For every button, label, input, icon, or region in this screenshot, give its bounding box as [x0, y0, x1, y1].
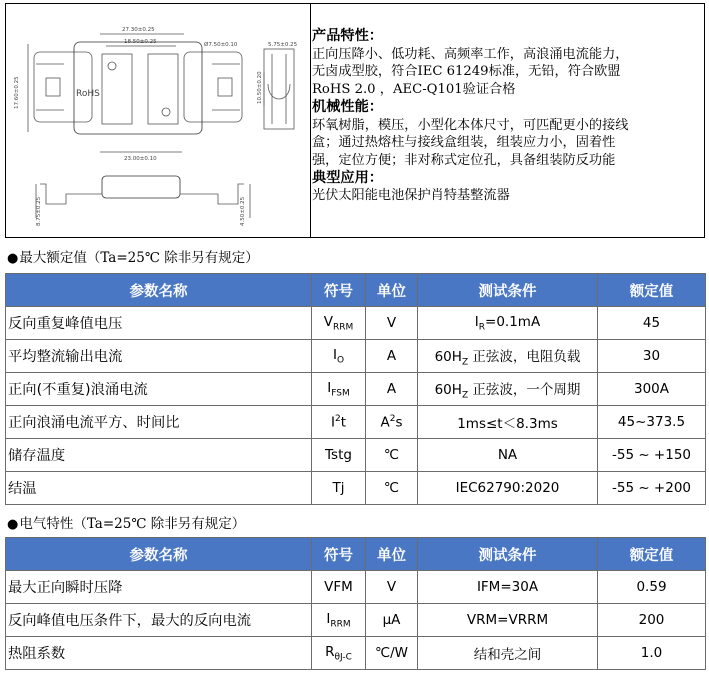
- param-condition: $I_R=0.1mA$: [418, 307, 598, 340]
- param-condition: $60H_Z$ 正弦波，电阻负载: [418, 340, 598, 373]
- param-unit: V: [366, 307, 418, 340]
- param-unit: V: [366, 571, 418, 604]
- param-symbol: $I_O$: [312, 340, 366, 373]
- header-symbol: 符号: [312, 538, 366, 571]
- table-row: [6, 571, 706, 604]
- param-value: -55 ~ +150: [598, 439, 706, 472]
- header-unit: 单位: [366, 274, 418, 307]
- table-header-row: [6, 274, 706, 307]
- electrical-table: [5, 537, 706, 670]
- param-symbol: Tstg: [312, 439, 366, 472]
- param-symbol: $I_{FSM}$: [312, 373, 366, 406]
- param-unit: ℃: [366, 439, 418, 472]
- param-value: 0.59: [598, 571, 706, 604]
- param-unit: A: [366, 340, 418, 373]
- table-row: [6, 406, 706, 439]
- param-value: -55 ~ +200: [598, 472, 706, 505]
- section-title-text: 电气特性（Ta=25℃ 除非另有规定）: [19, 516, 246, 532]
- param-unit: A: [366, 373, 418, 406]
- param-symbol: $I_{RRM}$: [312, 604, 366, 637]
- header-value: 额定值: [598, 538, 706, 571]
- param-value: 30: [598, 340, 706, 373]
- feature-text: 环氧树脂，模压，小型化本体尺寸，可匹配更小的接线: [312, 117, 629, 133]
- param-condition: IEC62790:2020: [418, 472, 598, 505]
- param-value: 45: [598, 307, 706, 340]
- dim-lead-right: 4.50±0.25: [240, 196, 246, 226]
- table-row: [6, 439, 706, 472]
- param-name: 反向峰值电压条件下，最大的反向电流: [6, 604, 312, 637]
- dim-lead-left: 8.75±0.25: [36, 196, 42, 226]
- table-row: [6, 604, 706, 637]
- param-value: 1.0: [598, 637, 706, 670]
- table-row: [6, 472, 706, 505]
- feature-text: RoHS 2.0 ，AEC-Q101验证合格: [312, 82, 516, 98]
- electrical-title: [7, 512, 245, 532]
- section-title-text: 最大额定值（Ta=25℃ 除非另有规定）: [19, 250, 259, 266]
- feature-group-product: [312, 28, 702, 99]
- dim-overall-width: 27.30±0.25: [122, 27, 155, 33]
- table-header-row: [6, 538, 706, 571]
- dim-body-height: 10.50±0.20: [257, 71, 263, 104]
- header-condition: 测试条件: [418, 538, 598, 571]
- param-symbol: $I^2t$: [312, 406, 366, 439]
- feature-text: 光伏太阳能电池保护肖特基整流器: [312, 188, 510, 204]
- param-condition: NA: [418, 439, 598, 472]
- param-symbol: Tj: [312, 472, 366, 505]
- param-value: 45~373.5: [598, 406, 706, 439]
- dim-hole-diameter: Ø7.50±0.10: [204, 42, 238, 48]
- param-name: 储存温度: [6, 439, 312, 472]
- param-name: 反向重复峰值电压: [6, 307, 312, 340]
- header-param: 参数名称: [6, 274, 312, 307]
- bullet-icon: ●: [7, 251, 19, 266]
- dim-pin-pitch: 23.00±0.10: [124, 156, 157, 162]
- max-ratings-title: [7, 246, 259, 266]
- header-param: 参数名称: [6, 538, 312, 571]
- table-row: [6, 340, 706, 373]
- feature-text: 正向压降小、低功耗、高频率工作，高浪涌电流能力，: [312, 46, 629, 62]
- param-condition: 结和壳之间: [418, 637, 598, 670]
- param-unit: ℃: [366, 472, 418, 505]
- param-symbol: $R_{\theta J-C}$: [312, 637, 366, 670]
- header-symbol: 符号: [312, 274, 366, 307]
- table-row: [6, 307, 706, 340]
- table-row: [6, 373, 706, 406]
- product-info-block: [5, 3, 705, 238]
- bullet-icon: ●: [7, 517, 19, 532]
- param-name: 平均整流输出电流: [6, 340, 312, 373]
- param-symbol: VFM: [312, 571, 366, 604]
- dim-thickness: 5.75±0.25: [268, 42, 298, 48]
- feature-heading: 产品特性：: [312, 28, 383, 44]
- param-name: 结温: [6, 472, 312, 505]
- table-row: [6, 637, 706, 670]
- package-drawing-svg: [6, 4, 310, 237]
- param-value: 200: [598, 604, 706, 637]
- param-unit: μA: [366, 604, 418, 637]
- feature-text: 强，定位方便；非对称式定位孔，具备组装防反功能: [312, 152, 616, 168]
- feature-text: 无卤成型胶，符合IEC 61249标准，无铅，符合欧盟: [312, 64, 621, 80]
- dim-body-width: 18.50±0.25: [124, 39, 157, 45]
- max-ratings-table: [5, 273, 706, 505]
- param-value: 300A: [598, 373, 706, 406]
- param-name: 正向(不重复)浪涌电流: [6, 373, 312, 406]
- feature-group-application: [312, 170, 702, 205]
- param-condition: $60H_Z$ 正弦波，一个周期: [418, 373, 598, 406]
- param-unit: $A^2s$: [366, 406, 418, 439]
- param-name: 正向浪涌电流平方、时间比: [6, 406, 312, 439]
- package-outline-drawing: [6, 4, 311, 237]
- header-value: 额定值: [598, 274, 706, 307]
- param-name: 热阻系数: [6, 637, 312, 670]
- param-condition: IFM=30A: [418, 571, 598, 604]
- feature-text: 盒；通过热熔柱与接线盒组装，组装应力小，固着性: [312, 135, 616, 151]
- feature-heading: 机械性能：: [312, 98, 383, 115]
- param-symbol: $V_{RRM}$: [312, 307, 366, 340]
- param-condition: VRM=VRRM: [418, 604, 598, 637]
- param-name: 最大正向瞬时压降: [6, 571, 312, 604]
- header-unit: 单位: [366, 538, 418, 571]
- product-features: [312, 28, 702, 205]
- feature-group-mechanical: [312, 99, 702, 170]
- feature-heading: 典型应用：: [312, 169, 383, 186]
- dim-overall-height: 17.60±0.25: [14, 76, 20, 109]
- param-condition: 1ms≤t＜8.3ms: [418, 406, 598, 439]
- header-condition: 测试条件: [418, 274, 598, 307]
- rohs-marking: RoHS: [76, 89, 100, 99]
- param-unit: ℃/W: [366, 637, 418, 670]
